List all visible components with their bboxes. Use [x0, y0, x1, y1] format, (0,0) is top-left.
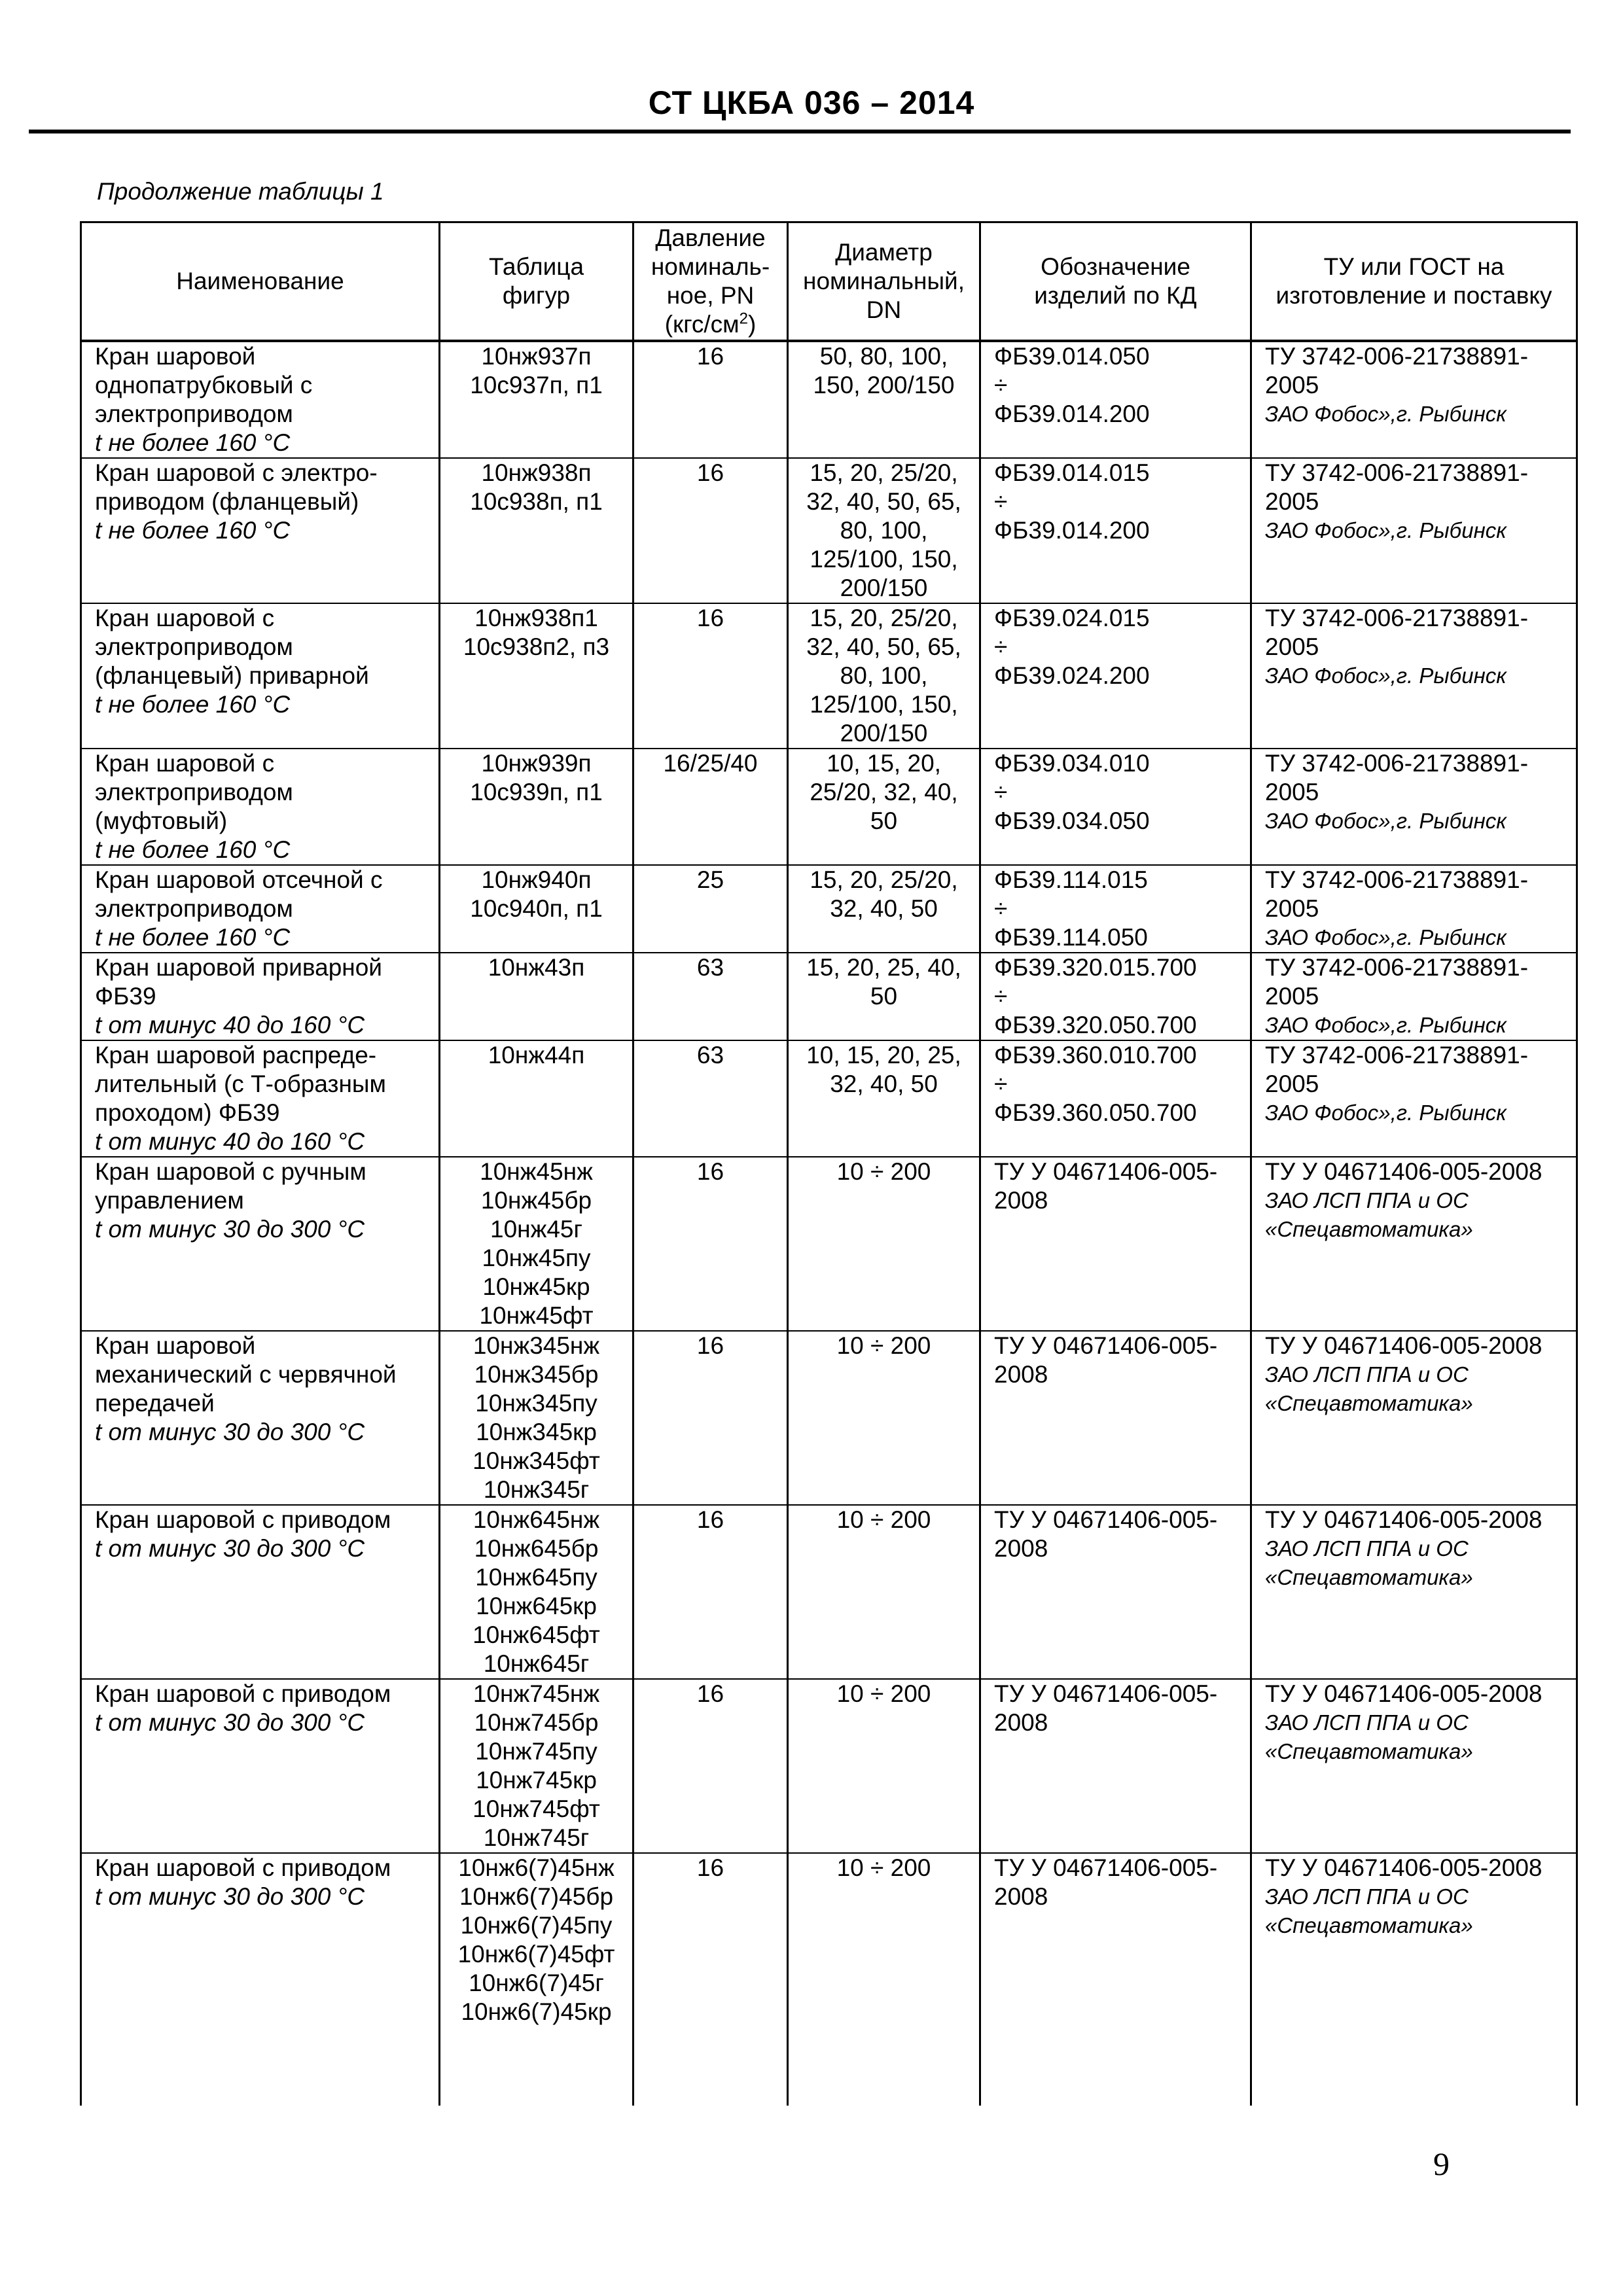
table-row [81, 953, 1577, 1040]
page-number: 9 [1433, 2146, 1450, 2182]
cell-name: Кран шаровой отсечной с электроприводом t не более 160 °С [81, 865, 440, 953]
cell-name: Кран шаровой механический с червячной передачей t от минус 30 до 300 °С [81, 1331, 440, 1505]
cell-figures: 10нж6(7)45нж 10нж6(7)45бр 10нж6(7)45пу 10нж6(7)45фт 10нж6(7)45г 10нж6(7)45кр [440, 1853, 633, 2106]
cell-diameter: 15, 20, 25/20, 32, 40, 50, 65, 80, 100, 125/100, 150, 200/150 [788, 603, 980, 749]
cell-figures: 10нж645нж 10нж645бр 10нж645пу 10нж645кр 10нж645фт 10нж645г [440, 1505, 633, 1679]
cell-name: Кран шаровой однопатрубковый с электроприводом t не более 160 °С [81, 341, 440, 458]
cell-diameter: 15, 20, 25, 40, 50 [788, 953, 980, 1040]
cell-diameter: 10, 15, 20, 25, 32, 40, 50 [788, 1040, 980, 1157]
cell-diameter: 10, 15, 20, 25/20, 32, 40, 50 [788, 749, 980, 865]
temperature-range: t от минус 30 до 300 °С [95, 1535, 365, 1562]
cell-name: Кран шаровой с электроприводом (муфтовый) t не более 160 °С [81, 749, 440, 865]
cell-designation: ТУ У 04671406-005- 2008 [980, 1679, 1251, 1853]
cell-figures: 10нж345нж 10нж345бр 10нж345пу 10нж345кр 10нж345фт 10нж345г [440, 1331, 633, 1505]
header-diameter: Диаметр номинальный, DN [788, 222, 980, 342]
table-row [81, 1679, 1577, 1853]
cell-diameter: 15, 20, 25/20, 32, 40, 50, 65, 80, 100, 125/100, 150, 200/150 [788, 458, 980, 603]
cell-figures: 10нж45нж 10нж45бр 10нж45г 10нж45пу 10нж45кр 10нж45фт [440, 1157, 633, 1331]
cell-standard: ТУ 3742-006-21738891- 2005 ЗАО Фобос»,г. Рыбинск [1251, 341, 1577, 458]
table-header-row [81, 222, 1577, 342]
title-underline [29, 130, 1571, 133]
table-row [81, 1040, 1577, 1157]
cell-pressure: 63 [633, 1040, 788, 1157]
cell-pressure: 63 [633, 953, 788, 1040]
cell-designation: ФБ39.320.015.700 ÷ ФБ39.320.050.700 [980, 953, 1251, 1040]
table-body [81, 341, 1577, 2106]
cell-figures: 10нж43п [440, 953, 633, 1040]
cell-designation: ФБ39.034.010 ÷ ФБ39.034.050 [980, 749, 1251, 865]
cell-pressure: 16 [633, 1853, 788, 2106]
cell-designation: ФБ39.360.010.700 ÷ ФБ39.360.050.700 [980, 1040, 1251, 1157]
table-continuation-caption: Продолжение таблицы 1 [97, 178, 384, 205]
header-standard: ТУ или ГОСТ на изготовление и поставку [1251, 222, 1577, 342]
cell-name: Кран шаровой с приводом t от минус 30 до 300 °С [81, 1679, 440, 1853]
cell-pressure: 16 [633, 458, 788, 603]
cell-diameter: 10 ÷ 200 [788, 1505, 980, 1679]
cell-figures: 10нж939п 10с939п, п1 [440, 749, 633, 865]
cell-standard: ТУ 3742-006-21738891- 2005 ЗАО Фобос»,г. Рыбинск [1251, 865, 1577, 953]
table-row [81, 865, 1577, 953]
cell-name: Кран шаровой с ручным управлением t от минус 30 до 300 °С [81, 1157, 440, 1331]
temperature-range: t от минус 30 до 300 °С [95, 1709, 365, 1736]
cell-name: Кран шаровой распреде- лительный (с Т-образным проходом) ФБ39 t от минус 40 до 160 °С [81, 1040, 440, 1157]
table-row [81, 458, 1577, 603]
cell-name: Кран шаровой с электро- приводом (фланцевый) t не более 160 °С [81, 458, 440, 603]
header-pressure: Давление номиналь- ное, PN $(кгс/см^2)$ [633, 222, 788, 342]
cell-diameter: 10 ÷ 200 [788, 1157, 980, 1331]
cell-pressure: 16/25/40 [633, 749, 788, 865]
cell-standard: ТУ 3742-006-21738891- 2005 ЗАО Фобос»,г. Рыбинск [1251, 749, 1577, 865]
cell-pressure: 16 [633, 1157, 788, 1331]
temperature-range: t от минус 30 до 300 °С [95, 1883, 365, 1910]
cell-name: Кран шаровой приварной ФБ39 t от минус 40 до 160 °С [81, 953, 440, 1040]
cell-figures: 10нж940п 10с940п, п1 [440, 865, 633, 953]
cell-designation: ФБ39.014.050 ÷ ФБ39.014.200 [980, 341, 1251, 458]
temperature-range: t от минус 40 до 160 °С [95, 1128, 365, 1155]
cell-standard: ТУ У 04671406-005-2008 ЗАО ЛСП ППА и ОС «Спецавтоматика» [1251, 1331, 1577, 1505]
cell-designation: ФБ39.114.015 ÷ ФБ39.114.050 [980, 865, 1251, 953]
temperature-range: t не более 160 °С [95, 836, 291, 863]
cell-designation: ТУ У 04671406-005- 2008 [980, 1505, 1251, 1679]
cell-standard: ТУ У 04671406-005-2008 ЗАО ЛСП ППА и ОС «Спецавтоматика» [1251, 1157, 1577, 1331]
cell-standard: ТУ 3742-006-21738891- 2005 ЗАО Фобос»,г. Рыбинск [1251, 953, 1577, 1040]
cell-diameter: 50, 80, 100, 150, 200/150 [788, 341, 980, 458]
header-figure-table: Таблица фигур [440, 222, 633, 342]
cell-diameter: 15, 20, 25/20, 32, 40, 50 [788, 865, 980, 953]
cell-pressure: 16 [633, 603, 788, 749]
cell-diameter: 10 ÷ 200 [788, 1331, 980, 1505]
cell-figures: 10нж745нж 10нж745бр 10нж745пу 10нж745кр 10нж745фт 10нж745г [440, 1679, 633, 1853]
cell-standard: ТУ 3742-006-21738891- 2005 ЗАО Фобос»,г. Рыбинск [1251, 1040, 1577, 1157]
cell-standard: ТУ У 04671406-005-2008 ЗАО ЛСП ППА и ОС «Спецавтоматика» [1251, 1505, 1577, 1679]
cell-standard: ТУ У 04671406-005-2008 ЗАО ЛСП ППА и ОС «Спецавтоматика» [1251, 1679, 1577, 1853]
cell-name: Кран шаровой с приводом t от минус 30 до 300 °С [81, 1505, 440, 1679]
table-row [81, 1157, 1577, 1331]
valve-spec-table [80, 221, 1578, 2106]
cell-pressure: 25 [633, 865, 788, 953]
cell-designation: ТУ У 04671406-005- 2008 [980, 1157, 1251, 1331]
cell-designation: ФБ39.014.015 ÷ ФБ39.014.200 [980, 458, 1251, 603]
cell-name: Кран шаровой с приводом t от минус 30 до 300 °С [81, 1853, 440, 2106]
header-name: Наименование [81, 222, 440, 342]
header-designation: Обозначение изделий по КД [980, 222, 1251, 342]
temperature-range: t от минус 30 до 300 °С [95, 1419, 365, 1445]
cell-designation: ТУ У 04671406-005- 2008 [980, 1331, 1251, 1505]
table-row [81, 749, 1577, 865]
temperature-range: t не более 160 °С [95, 429, 291, 456]
cell-pressure: 16 [633, 341, 788, 458]
cell-figures: 10нж938п 10с938п, п1 [440, 458, 633, 603]
table-row [81, 1853, 1577, 2106]
cell-standard: ТУ 3742-006-21738891- 2005 ЗАО Фобос»,г. Рыбинск [1251, 458, 1577, 603]
cell-standard: ТУ 3742-006-21738891- 2005 ЗАО Фобос»,г. Рыбинск [1251, 603, 1577, 749]
temperature-range: t не более 160 °С [95, 924, 291, 951]
cell-figures: 10нж937п 10с937п, п1 [440, 341, 633, 458]
cell-figures: 10нж938п1 10с938п2, п3 [440, 603, 633, 749]
cell-designation: ТУ У 04671406-005- 2008 [980, 1853, 1251, 2106]
cell-standard: ТУ У 04671406-005-2008 ЗАО ЛСП ППА и ОС «Спецавтоматика» [1251, 1853, 1577, 2106]
temperature-range: t от минус 40 до 160 °С [95, 1012, 365, 1038]
temperature-range: t не более 160 °С [95, 691, 291, 718]
cell-pressure: 16 [633, 1505, 788, 1679]
table-row [81, 603, 1577, 749]
temperature-range: t не более 160 °С [95, 517, 291, 544]
cell-diameter: 10 ÷ 200 [788, 1853, 980, 2106]
temperature-range: t от минус 30 до 300 °С [95, 1216, 365, 1243]
table-row [81, 1505, 1577, 1679]
cell-pressure: 16 [633, 1679, 788, 1853]
table-row [81, 341, 1577, 458]
table-row [81, 1331, 1577, 1505]
cell-diameter: 10 ÷ 200 [788, 1679, 980, 1853]
cell-designation: ФБ39.024.015 ÷ ФБ39.024.200 [980, 603, 1251, 749]
cell-pressure: 16 [633, 1331, 788, 1505]
cell-figures: 10нж44п [440, 1040, 633, 1157]
cell-name: Кран шаровой с электроприводом (фланцевый) приварной t не более 160 °С [81, 603, 440, 749]
document-title: СТ ЦКБА 036 – 2014 [648, 84, 975, 121]
